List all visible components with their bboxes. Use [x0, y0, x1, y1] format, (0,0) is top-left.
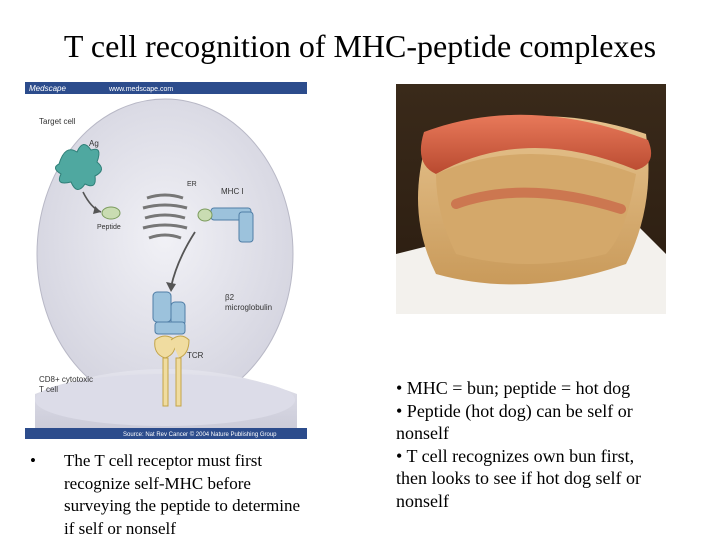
- mhc-label: MHC I: [221, 187, 244, 196]
- peptide-label: Peptide: [97, 224, 121, 231]
- antigen-blob: [55, 144, 101, 189]
- left-line-3: surveying the peptide to determine: [64, 496, 301, 515]
- cd8-label-2: T cell: [39, 385, 58, 394]
- mhc-tcr-diagram: [25, 82, 307, 439]
- right-line-1: • MHC = bun; peptide = hot dog: [396, 378, 631, 398]
- ag-label: Ag: [89, 139, 99, 148]
- right-line-2: • Peptide (hot dog) can be self or: [396, 400, 633, 421]
- left-line-2: recognize self-MHC before: [64, 473, 251, 493]
- right-line-6: nonself: [396, 490, 449, 511]
- er-label: ER: [187, 181, 197, 188]
- right-line-4: • T cell recognizes own bun first,: [396, 445, 635, 466]
- target-cell-label: Target cell: [39, 117, 76, 126]
- medscape-logo: Medscape: [29, 84, 66, 93]
- left-line-1: The T cell receptor must first: [64, 451, 263, 470]
- right-line-5: then looks to see if hot dog self or: [396, 468, 641, 488]
- right-bullet-text: [396, 377, 696, 512]
- hot-dog-photo: [396, 84, 666, 314]
- tcr-label: TCR: [187, 351, 204, 360]
- b2m-label-2: microglobulin: [225, 303, 273, 312]
- right-line-3: nonself: [396, 423, 449, 443]
- left-bullet-text: [30, 450, 320, 540]
- cd8-label-1: CD8+ cytotoxic: [39, 375, 94, 384]
- b2m-label-1: β2: [225, 293, 235, 302]
- left-line-4: if self or nonself: [64, 518, 176, 538]
- bullet-marker: •: [30, 451, 36, 470]
- peptide: [102, 207, 120, 219]
- slide-title: T cell recognition of MHC-peptide complexes: [63, 28, 657, 64]
- source-credit: Source: Nat Rev Cancer © 2004 Nature Publishing Group: [123, 432, 277, 438]
- medscape-url: www.medscape.com: [109, 86, 174, 93]
